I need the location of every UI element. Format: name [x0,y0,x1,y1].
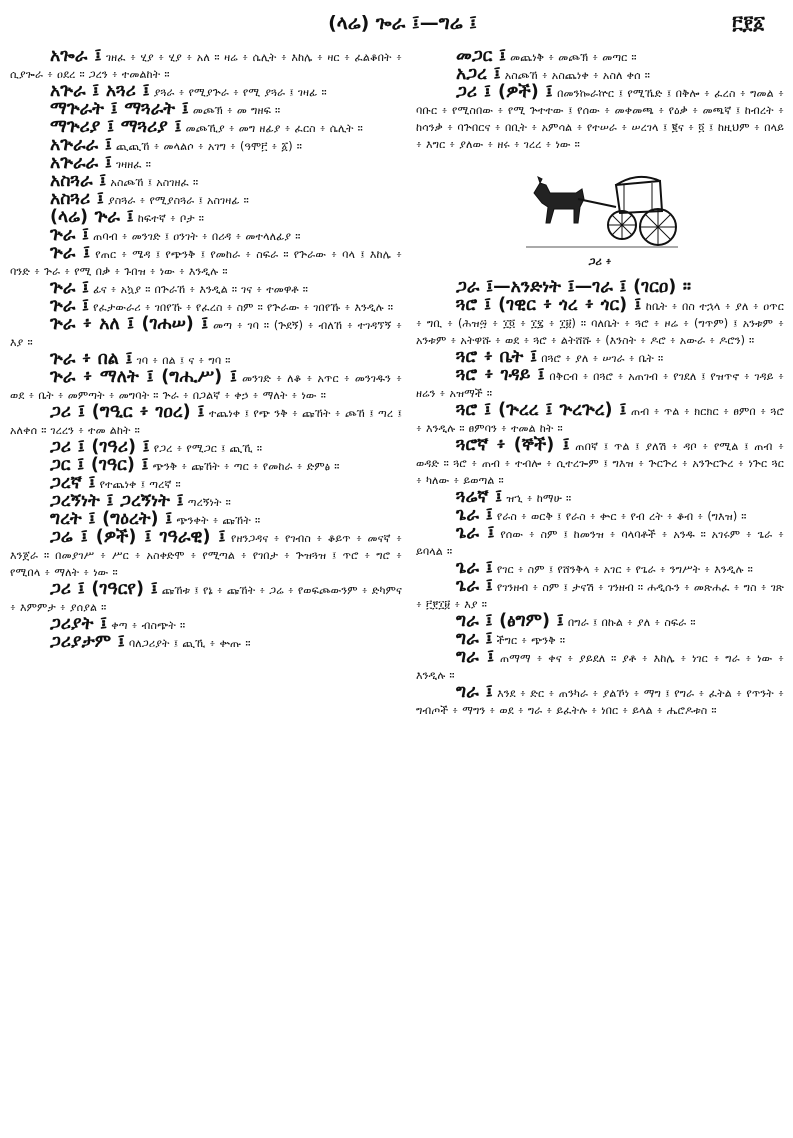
entry-definition: ፊና ፥ አኳያ ። በጕራኸ ፥ እንዲል ። ገና ፥ ተመዋቶ ። [93,283,309,296]
entry-headword: አጕራራ ፤ [50,153,112,173]
left-column [10,48,402,652]
dictionary-entry [416,649,784,684]
dictionary-entry [416,525,784,560]
entry-definition: ጭንቀት ፥ ጩኸት ። [176,514,261,527]
dictionary-entry [416,437,784,489]
entry-definition: መጮኺያ ፥ መግ ዘፊያ ፥ ፈርስ ፥ ሴሊት ። [185,122,363,135]
entry-headword: ጕራ ፥ አለ ፤ (ገሐሠ) ፤ [50,314,209,334]
dictionary-entry [10,634,402,652]
entry-headword: ጕራ ፤ [50,243,91,263]
entry-headword: ጋሪ ፤ (ዎች) ፤ [456,82,553,102]
right-column [416,48,784,719]
entry-definition: ገዛዘፈ ። [116,158,151,171]
entry-definition: ጩኸቱ ፤ የኔ ፥ ጩኸት ፥ ጋሬ ፥ የወፍጮውንም ፥ ድካምና ፥ እምምታ ፥ ያሰያል ። [10,584,402,614]
entry-definition: የገር ፥ ስም ፤ የሸንቅላ ፥ አገር ፥ የጌራ ፥ ንግሥት ፥ እንዲሉ ። [496,563,753,576]
entry-headword: አጐራ ፤ [50,46,102,66]
entry-headword: ጓሮ ፤ (ገዊር ፥ ጎረ ፥ ጎር) ፤ [456,295,642,315]
entry-definition: አስጮኸ ፥ አስጨነቀ ፥ አስለ ቀሰ ። [504,69,650,82]
entry-headword: ግራ ፤ [456,647,495,667]
entry-definition: ጭንቅ ፥ ጩኸት ፥ ጣር ፥ የመከራ ፥ ድምፅ ። [152,460,340,473]
entry-headword: ጋሪያት ፤ [50,614,108,634]
entry-definition: መንገድ ፥ ለቆ ፥ አጥር ፥ መንገዱን ፥ ወደ ፥ ቤት ፥ መምጣት ፥ መግባት ። ጕራ ፥ በጋልኛ ፥ ቀኃ ፥ ማለት ፥ ነው ። [10,372,402,402]
entry-headword: ግረት ፤ (ግዕረት) ፤ [50,509,173,529]
entry-headword: ጕራ ፤ [50,278,90,298]
entry-headword: ጋረኛ ፤ [50,473,96,493]
entry-headword: አጋረ ፤ [456,64,501,84]
entry-headword: መጋር ፤ [456,46,507,66]
entry-definition: ያስጓራ ፥ የሚያስጓራ ፤ አስገዛፊ ። [108,194,249,207]
entry-definition: የራስ ፥ ወርቅ ፤ የራስ ፥ ቍር ፥ የብ ረት ፥ ቆብ ፥ (ግእዝ) ። [496,510,747,523]
entry-headword: ጋር ፤ (ገዓር) ፤ [50,455,149,475]
entry-definition: ከፍተኛ ፥ ቦታ ። [137,212,205,225]
dictionary-entry [416,367,784,402]
entry-headword: ጓሮኛ ፥ (ኞች) ፤ [456,435,570,455]
entry-definition: ጣረኝነት ። [187,496,231,509]
entry-definition: የዘንጋዳና ፥ የገብስ ፥ ቆይጥ ፥ መናኛ ፥ እንጀራ ። በመያገሥ ፥ ሥር ፥ አስቀድሞ ፥ የሚጣል ፥ የገበታ ፥ ጕዝጓዝ ፤ ጥሮ ፥ ግሮ ፥ የሚበላ ፥ ማለት ፥ ነው ። [10,532,402,579]
horse-carriage-icon [520,163,680,251]
entry-definition: በቅርብ ፥ በጓሮ ፥ አጠገብ ፥ የገደለ ፤ የዝጥኖ ፥ ገዳይ ፥ ዘሬን ፥ አዝማች ። [416,370,784,400]
running-head: (ላሬ) ጐራ ፤—ግሬ ፤ [328,12,477,34]
entry-headword: ጕራ ፥ ማለት ፤ (ግሒሥ) ፤ [50,367,237,387]
dictionary-entry [10,404,402,439]
dictionary-entry [416,684,784,719]
entry-definition: መጨነቅ ፥ መጮኽ ፥ መጣር ። [510,51,637,64]
entry-headword: ጌራ ፤ [456,576,493,596]
entry-definition: አስጮኸ ፤ አስገዘፈ ። [110,176,199,189]
entry-definition: የሰው ፥ ስም ፤ ከመንዝ ፥ ባላባቶች ፥ አንዱ ። አገሩም ፥ ጌራ ፥ ይባላል ። [416,528,784,558]
dictionary-entry [416,578,784,613]
dictionary-entry [10,245,402,280]
entry-headword: ጓሮ ፥ ቤት ፤ [456,347,538,367]
entry-definition: ጠበኛ ፤ ጥል ፤ ያለሽ ፥ ዳቦ ፥ የሚል ፤ ጠብ ፥ ወዳድ ። ጓሮ ፥ ጠብ ፥ ተብሎ ፥ ሲተረጐም ፤ ግእዝ ፥ ጕርጕረ ፥ አንጕርጕረ ፥ ነጕር ጓር ፥ ካለው ፥ ይወጣል ። [416,440,784,487]
page-number: ፫፻፩ [732,12,765,34]
entry-definition: ተጨነቀ ፤ የጭ ንቅ ፥ ጩኸት ፥ ጮኸ ፤ ጣረ ፤ አለቀሰ ። ገረረን ፥ ተመ ልከት ። [10,407,403,437]
entry-headword: አስጓራ ፤ [50,171,107,191]
entry-definition: የተጨነቀ ፤ ጣረኛ ። [99,478,181,491]
entry-definition: በመንኰራኵር ፤ የሚኼድ ፤ በቅሎ ፥ ፈረስ ፥ ግመል ፥ ባቡር ፥ የሚስበው ፥ የሚ ጕተተው ፤ የሰው ፥ መቀመጫ ፥ የዕቃ ፥ መጫኛ ፤ ከብረት ፥ ከሳንቃ ፥ ባጕበርና ፥ በቢት ፥ አምሳል ፥ የተሠራ ፥ ሠረገላ ፤ ፪ና ፥ ፬ ፤ ከዚህም ፥ በላይ ፥ እግር ፥ ያለው ፥ ዘሩ ፥ ገረረ ፥ ነው ። [416,87,785,151]
entry-headword: ጋሪያታም ፤ [50,632,125,652]
dictionary-entry [416,402,784,437]
entry-headword: ጕራ ፤ [50,296,90,316]
entry-definition: ከቤት ፥ በስ ተኋላ ፥ ያለ ፥ ዐጥር ፥ ግቢ ፥ (ሕዝ፵ ፥ ፲፬ ፥ ፲፯ ፥ ፲፱) ። ባለቤት ፥ ጓሮ ፥ ዞሬ ፥ (ግጥም) ፤ አንቱም ፥ አንቱም ፥ አትዋሹ ፥ ወደ ፥ ጓሮ ፥ ልትሸሹ ፥ (እንስት ፥ ዶሮ ፥ አውራ ፥ ዶሮን) ። [416,300,784,347]
dictionary-entry [416,84,784,153]
entry-definition: እንደ ፥ ድር ፥ ጠንካራ ፥ ያልኾነ ፥ ማግ ፤ የግራ ፥ ፈትል ፥ የጥንት ፥ ግብጦች ፥ ማግን ፥ ወደ ፥ ግራ ፥ ይፈትሉ ፥ ነበር ፥ ይላል ፥ ሔሮዶቱስ ። [416,687,784,717]
entry-definition: በጓሮ ፥ ያለ ፥ ሠገራ ፥ ቤት ። [541,352,664,365]
entry-definition: መጮኽ ፥ መ ግዘፍ ። [192,104,281,117]
entry-headword: ጋሪ ፤ (ገዓርየ) ፤ [50,579,158,599]
entry-headword: ማጕሪያ ፤ ማጓሪያ ፤ [50,117,182,137]
entry-headword: ጕራ ፥ በል ፤ [50,349,133,369]
entry-headword: ጋረኝነት ፤ ጋረኝነት ፤ [50,491,184,511]
entry-headword: አስጓሪ ፤ [50,189,104,209]
entry-headword: (ላሬ) ጕራ ፤ [50,207,134,227]
dictionary-entry [10,48,402,83]
entry-headword: ጌራ ፤ [456,523,495,543]
entry-headword: አጕራራ ፤ [50,135,112,155]
dictionary-entry [10,581,402,616]
carriage-illustration [416,163,784,251]
entry-definition: ገባ ፥ በል ፤ ና ፥ ግባ ። [136,354,231,367]
entry-definition: የገንዘብ ፥ ስም ፤ ታናሽ ፥ ገንዘብ ። ሐዲሱን ፥ መጽሐፈ ፥ ግስ ፥ ገጽ ፥ ፫፻፲፱ ፥ እያ ። [416,581,785,611]
entry-headword: ግራ ፤ [456,682,493,702]
entry-headword: ጓሬኛ ፤ [456,487,503,507]
dictionary-entry [10,529,402,581]
entry-definition: የጠር ፥ ሜዳ ፤ የጭንቅ ፤ የመከራ ፥ ስፍራ ። የጕራው ፥ ባላ ፤ እከሌ ፥ ባንድ ፥ ጕራ ፥ የሚ በቃ ፥ ጉበዝ ፥ ነው ፥ እንዲሉ ። [10,248,402,278]
entry-definition: ያጓራ ፥ የሚያጕራ ፥ የሚ ያጓራ ፤ ገዛፊ ። [153,86,327,99]
dictionary-entry [416,297,784,349]
entry-definition: ገዘፈ ፥ ሂያ ፥ ሂያ ፥ አለ ። ዛሬ ፥ ሴሊት ፥ እከሌ ፥ ዛር ፥ ፈልቆበት ፥ ሲያጐራ ፥ ዐደረ ። ጋረን ፥ ተመልከት ። [10,51,402,81]
entry-definition: ጠባብ ፥ መንገድ ፤ ዐንገት ፥ በሪዳ ፥ መተላለፊያ ። [93,230,301,243]
entry-definition: ጠብ ፥ ጥል ፥ ክርክር ፥ ፀምበ ፥ ጓሮ ፥ እንዲሉ ። ፀምባን ፥ ተመል ከት ። [416,405,784,435]
entry-headword: ጋራ ፤—አንድነት ፤—ገራ ፤ (ገርዐ) ። [456,277,692,297]
entry-definition: ቀጣ ፥ ብስጭት ። [111,619,186,632]
entry-headword: አጕራ ፤ አጓሪ ፤ [50,81,150,101]
entry-headword: ግራ ፤ [456,629,493,649]
entry-definition: ጠማማ ፥ ቀና ፥ ያይደለ ። ያቶ ፥ እከሌ ፥ ነገር ፥ ግራ ፥ ነው ፥ እንዲሉ ። [416,652,785,682]
entry-headword: ጕራ ፤ [50,225,90,245]
entry-definition: ባለጋሪያት ፤ ጪኺ ፥ ቍጡ ። [128,637,251,650]
entry-definition: ዝኂ ፥ ከማሁ ። [506,492,572,505]
right-top-entries [416,48,784,153]
entry-headword: ማጕራት ፤ ማጓራት ፤ [50,99,189,119]
figure-caption: ጋሪ ፥ [588,255,612,268]
entry-definition: ጪጪኸ ፥ መላልሶ ፥ አገግ ፥ (ዓሞ፫ ፥ ፩) ። [116,140,302,153]
dictionary-entry [10,316,402,351]
entry-definition: መጣ ፥ ገባ ። (ጕደኝ) ፥ ብለኸ ፥ ተገዳኘኝ ፥ እያ ። [10,319,402,349]
entry-headword: ግራ ፤ (ፅግም) ፤ [456,611,564,631]
entry-headword: ጌራ ፤ [456,558,493,578]
entry-headword: ጋሪ ፤ (ገዓሪ) ፤ [50,437,150,457]
entry-definition: ችግር ፥ ጭንቅ ። [496,634,566,647]
entry-headword: ጓሮ ፤ (ጕረረ ፤ ጕረጕረ) ፤ [456,400,627,420]
dictionary-entry [10,369,402,404]
right-bottom-entries [416,279,784,719]
entry-definition: የጋረ ፥ የሚጋር ፤ ጪኺ ። [153,442,263,455]
entry-headword: ጌራ ፤ [456,505,493,525]
entry-headword: ጋሪ ፤ (ግዒር ፥ ገዐረ) ፤ [50,402,205,422]
entry-definition: በግራ ፤ በኩል ፥ ያለ ፥ ስፍራ ። [567,616,696,629]
entry-definition: የፈታውራሪ ፥ ገበየኹ ፥ የፈረስ ፥ ስም ። የጕራው ፥ ገበየኹ ፥ እንዲሉ ። [93,301,394,314]
entry-headword: ጋሬ ፤ (ዎች) ፤ ገዓራዊ) ፤ [50,527,226,547]
entry-headword: ጓሮ ፥ ገዳይ ፤ [456,365,545,385]
page-header [40,8,765,42]
